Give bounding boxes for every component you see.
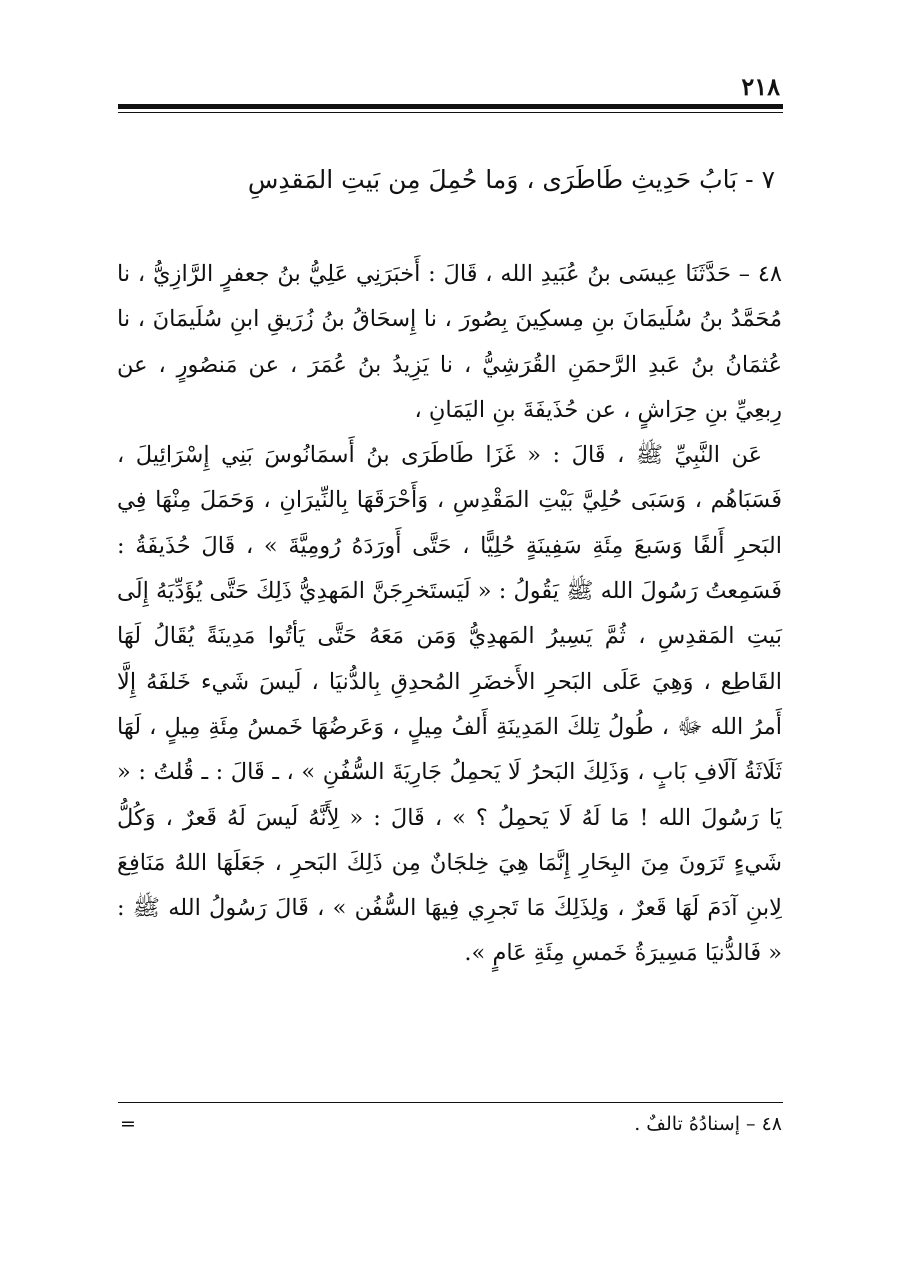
hadith-isnad: ٤٨ – حَدَّثَنَا عِيسَى بنُ عُبَيدِ الله ، قَالَ : أَخبَرَنِي عَلِيُّ بنُ جعفرٍ الرَّازِيُّ ، نا مُحَمَّدُ بنُ سُلَيمَانَ بنِ مِسكِينَ بِصُورَ ، نا إِسحَاقُ بنُ زُرَيقِ ابنِ سُلَيمَانَ ، نا عُثمَانُ بنُ عَبدِ الرَّحمَنِ القُرَشِيُّ ، نا يَزِيدُ بنُ عُمَرَ ، عن مَنصُورٍ ، عن رِبعِيِّ بنِ حِرَاشٍ ، عن حُذَيفَةَ بنِ اليَمَانِ ، [117,261,782,423]
header-rule-thick [118,104,783,109]
footnote-continuation-mark: = [120,1113,136,1135]
page-number: ٢١٨ [741,72,780,101]
footnote-separator [118,1102,783,1103]
chapter-heading: ٧ - بَابُ حَدِيثِ طَاطَرَى ، وَما حُمِلَ مِن بَيتِ المَقدِسِ [247,165,775,194]
footnote-text: ٤٨ – إسنادُهُ تالفٌ . [634,1113,782,1135]
header-rule-thin [118,112,783,113]
hadith-matn: عَن النَّبِيِّ ﷺ ، قَالَ : « غَزَا طَاطَرَى بنُ أَسمَانُوسَ بَنِي إِسْرَائِيلَ ، فَسَبَاهُم ، وَسَبَى حُلِيَّ بَيْتِ المَقْدِسِ ، وَأَحْرَقَهَا بِالنِّيرَانِ ، وَحَمَلَ مِنْهَا فِي البَحرِ أَلفًا وَسَبعَ مِئَةِ سَفِينَةٍ حُلِيًّا ، حَتَّى أَورَدَهُ رُومِيَّةَ » ، قَالَ حُذَيفَةُ : فَسَمِعتُ رَسُولَ الله ﷺ يَقُولُ : « لَيَستَخرِجَنَّ المَهدِيُّ ذَلِكَ حَتَّى يُؤَدِّيَهُ إِلَى بَيتِ المَقدِسِ ، ثُمَّ يَسِيرُ المَهدِيُّ وَمَن مَعَهُ حَتَّى يَأتُوا مَدِينَةً يُقَالُ لَهَا القَاطِع ، وَهِيَ عَلَى البَحرِ الأَخضَرِ المُحدِقِ بِالدُّنيَا ، لَيسَ شَيء خَلفَهُ إِلَّا أَمرُ الله ﷻ ، طُولُ تِلكَ المَدِينَةِ أَلفُ مِيلٍ ، وَعَرضُهَا خَمسُ مِئَةِ مِيلٍ ، لَهَا ثَلَاثَةُ آلَافِ بَابٍ ، وَذَلِكَ البَحرُ لَا يَحمِلُ جَارِيَةَ السُّفُنِ » ، ـ قَالَ : ـ قُلتُ : « يَا رَسُولَ الله ! مَا لَهُ لَا يَحمِلُ ؟ » ، قَالَ : « لِأَنَّهُ لَيسَ لَهُ قَعرٌ ، وَكُلُّ شَيءٍ تَرَونَ مِنَ البِحَارِ إِنَّمَا هِيَ خِلجَانٌ مِن ذَلِكَ البَحرِ ، جَعَلَهَا اللهُ مَنَافِعَ لِابنِ آدَمَ لَهَا قَعرٌ ، وَلِذَلِكَ مَا تَجرِي فِيهَا السُّفُن » ، قَالَ رَسُولُ الله ﷺ : « فَالدُّنيَا مَسِيرَةُ خَمسِ مِئَةِ عَامٍ ». [117,442,782,967]
hadith-body [117,252,782,977]
